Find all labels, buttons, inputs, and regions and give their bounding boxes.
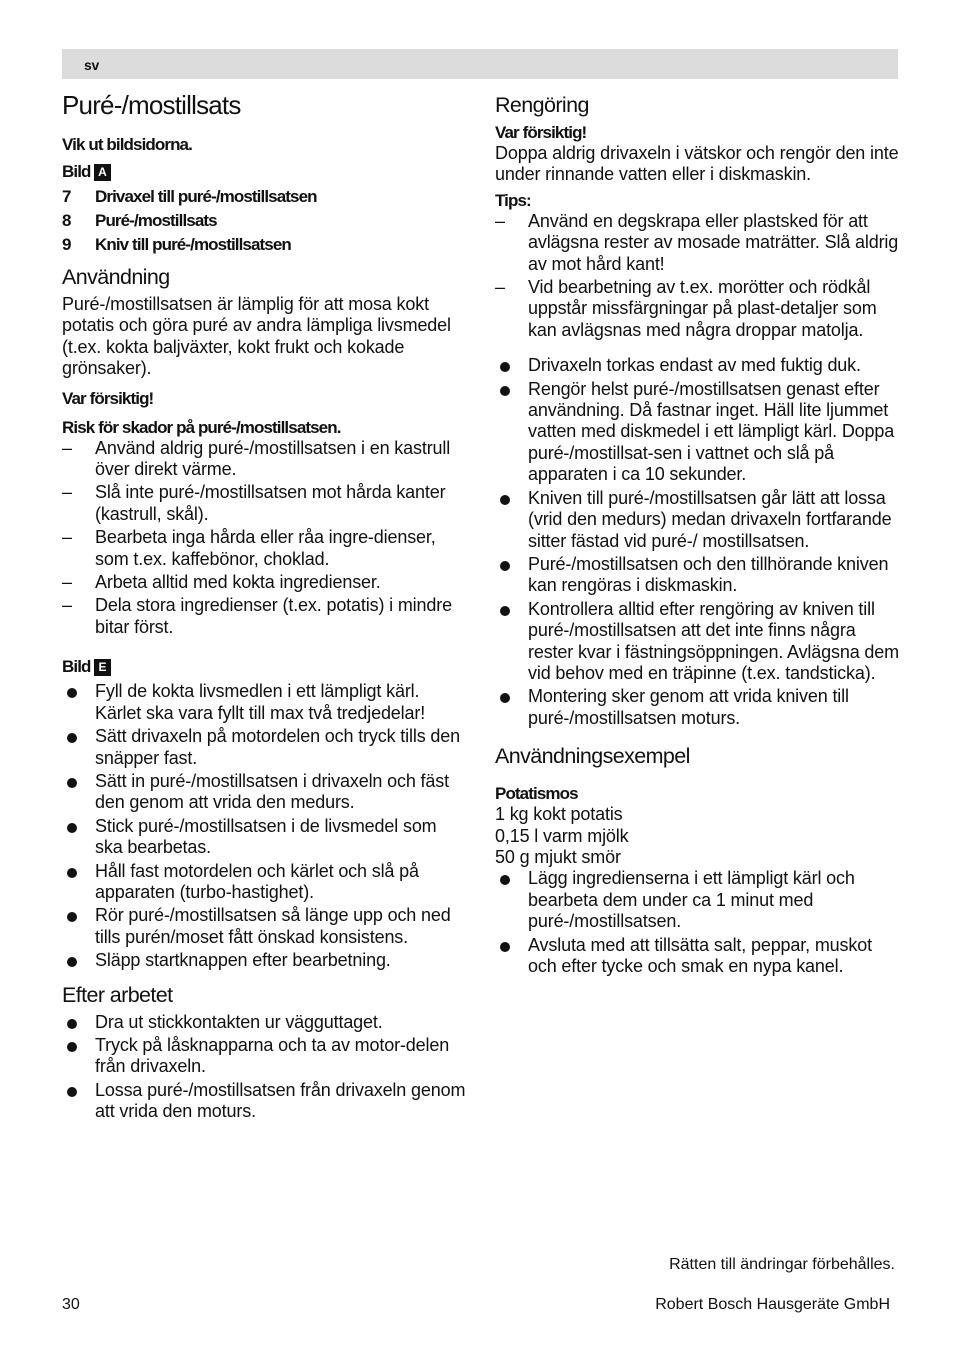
after-use-item: Dra ut stickkontakten ur vägguttaget. — [62, 1012, 466, 1033]
tip-item: – Använd en degskrapa eller plastsked för att avlägsna rester av mosade maträtter. Slå aldrig av mot hård kant! — [495, 210, 899, 274]
risk-item: – Arbeta alltid med kokta ingredienser. — [62, 572, 381, 593]
usage-step: Fyll de kokta livsmedlen i ett lämpligt kärl. Kärlet ska vara fyllt till max två tredjedelar! — [62, 681, 466, 724]
left-column — [62, 90, 466, 1125]
parts-list-item — [62, 210, 466, 231]
bullet-icon — [67, 733, 77, 743]
risk-item: – Dela stora ingredienser (t.ex. potatis) i mindre bitar först. — [62, 595, 452, 637]
figure-e-label: Bild — [62, 657, 91, 677]
language-code: sv — [84, 57, 99, 73]
cleaning-heading: Rengöring — [495, 93, 589, 117]
parts-list-item — [62, 186, 466, 207]
bullet-icon — [67, 778, 77, 788]
bullet-icon — [67, 1087, 77, 1097]
bullet-icon — [500, 942, 510, 952]
figure-a-box-icon: A — [94, 164, 111, 181]
bullet-icon — [500, 362, 510, 372]
bullet-icon — [67, 688, 77, 698]
tips-list — [495, 211, 899, 341]
ingredient-item: 1 kg kokt potatis — [495, 804, 623, 825]
bullet-icon — [67, 868, 77, 878]
cleaning-item: Montering sker genom att vrida kniven till puré-/mostillsatsen moturs. — [495, 686, 899, 729]
part-text: Kniv till puré-/mostillsatsen — [95, 235, 291, 254]
bullet-icon — [500, 386, 510, 396]
cleaning-item: Kniven till puré-/mostillsatsen går lätt att lossa (vrid den medurs) medan drivaxeln fortfarande sitter fästad vid puré-/ mostillsatsen. — [495, 488, 899, 552]
caution-label: Var försiktig! — [62, 388, 154, 408]
risk-item: – Bearbeta inga hårda eller råa ingre-dienser, som t.ex. kaffebönor, choklad. — [62, 527, 436, 569]
usage-step: Stick puré-/mostillsatsen i de livsmedel som ska bearbetas. — [62, 816, 466, 859]
usage-heading: Användning — [62, 265, 170, 289]
after-use-item: Tryck på låsknapparna och ta av motor-delen från drivaxeln. — [62, 1035, 466, 1078]
right-column — [495, 90, 899, 979]
bullet-icon — [67, 823, 77, 833]
caution-text: Doppa aldrig drivaxeln i vätskor och rengör den inte under rinnande vatten eller i diskmaskin. — [495, 143, 899, 185]
tip-item: – Vid bearbetning av t.ex. morötter och rödkål uppstår missfärgningar på plast-detaljer som kan avlägsnas med några droppar matolja. — [495, 277, 877, 340]
parts-list-item — [62, 234, 466, 255]
usage-step: Håll fast motordelen och kärlet och slå på apparaten (turbo-hastighet). — [62, 861, 466, 904]
bullet-icon — [500, 693, 510, 703]
cleaning-item: Puré-/mostillsatsen och den tillhörande kniven kan rengöras i diskmaskin. — [495, 554, 899, 597]
risk-list — [62, 438, 466, 639]
part-text: Drivaxel till puré-/mostillsatsen — [95, 187, 317, 206]
intro-instruction: Vik ut bildsidorna. — [62, 135, 192, 154]
ingredient-item: 0,15 l varm mjölk — [495, 825, 629, 846]
parts-list — [62, 186, 466, 255]
bullet-icon — [500, 875, 510, 885]
part-number: 9 — [62, 235, 71, 254]
caution-label: Var försiktig! — [495, 123, 587, 142]
part-text: Puré-/mostillsats — [95, 211, 217, 230]
usage-example-heading: Användningsexempel — [495, 744, 690, 769]
recipe-steps-list — [495, 868, 899, 977]
part-number: 8 — [62, 211, 71, 230]
usage-text: Puré-/mostillsatsen är lämplig för att mosa kokt potatis och göra puré av andra lämpliga livsmedel (t.ex. kokta baljväxter, kokt frukt och kokade grönsaker). — [62, 294, 451, 379]
after-use-list — [62, 1012, 466, 1123]
recipe-title: Potatismos — [495, 784, 578, 804]
cleaning-item: Rengör helst puré-/mostillsatsen genast efter användning. Då fastnar inget. Häll lite ljummet vatten med diskmedel i ett lämpligt kärl. Doppa puré-/mostillsat-sen i vattnet och slå på apparaten i ca 10 sekunder. — [495, 379, 899, 486]
risk-item: – Slå inte puré-/mostillsatsen mot hårda kanter (kastrull, skål). — [62, 482, 446, 524]
recipe-step: Lägg ingredienserna i ett lämpligt kärl och bearbeta dem under ca 1 minut med puré-/mostillsatsen. — [495, 868, 899, 932]
bullet-icon — [500, 495, 510, 505]
figure-a-reference — [62, 161, 466, 182]
after-use-heading: Efter arbetet — [62, 982, 173, 1007]
language-bar — [62, 49, 898, 79]
rights-reserved-note: Rätten till ändringar förbehålles. — [669, 1256, 895, 1273]
bullet-icon — [67, 1042, 77, 1052]
usage-step: Sätt in puré-/mostillsatsen i drivaxeln och fäst den genom att vrida den medurs. — [62, 771, 466, 814]
figure-a-label: Bild — [62, 162, 91, 181]
tips-label: Tips: — [495, 190, 531, 210]
risk-item: – Använd aldrig puré-/mostillsatsen i en kastrull över direkt värme. — [62, 437, 451, 480]
bullet-icon — [500, 561, 510, 571]
risk-warning: Risk för skador på puré-/mostillsatsen. — [62, 417, 341, 437]
page-title: Puré-/mostillsats — [62, 90, 241, 120]
bullet-icon — [67, 957, 77, 967]
after-use-item: Lossa puré-/mostillsatsen från drivaxeln genom att vrida den moturs. — [62, 1080, 466, 1123]
bullet-icon — [67, 912, 77, 922]
company-name: Robert Bosch Hausgeräte GmbH — [655, 1296, 890, 1313]
figure-e-box-icon: E — [94, 659, 111, 676]
cleaning-item: Kontrollera alltid efter rengöring av kniven till puré-/mostillsatsen att det inte finns några rester kvar i fästningsöppningen. Avlägsna dem vid behov med en träpinne (t.ex. tandsticka). — [495, 599, 899, 685]
usage-step: Rör puré-/mostillsatsen så länge upp och ned tills purén/moset fått önskad konsistens. — [62, 905, 466, 948]
usage-step: Släpp startknappen efter bearbetning. — [62, 950, 466, 971]
bullet-icon — [500, 606, 510, 616]
bullet-icon — [67, 1019, 77, 1029]
figure-e-reference — [62, 656, 466, 677]
ingredient-item: 50 g mjukt smör — [495, 846, 621, 867]
cleaning-list — [495, 355, 899, 729]
part-number: 7 — [62, 187, 71, 206]
usage-step: Sätt drivaxeln på motordelen och tryck tills den snäpper fast. — [62, 726, 466, 769]
page-number: 30 — [62, 1296, 80, 1313]
usage-steps-list — [62, 681, 466, 971]
recipe-step: Avsluta med att tillsätta salt, peppar, muskot och efter tycke och smak en nypa kanel. — [495, 935, 899, 978]
cleaning-item: Drivaxeln torkas endast av med fuktig duk. — [495, 355, 899, 376]
